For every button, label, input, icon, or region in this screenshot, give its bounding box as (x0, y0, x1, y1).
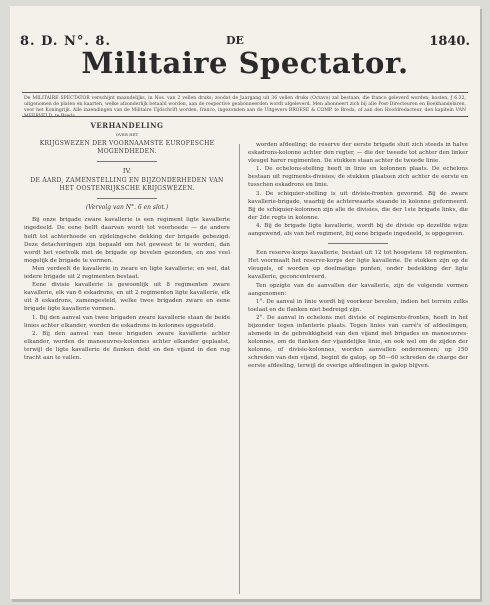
paragraph: 1. Bij den aanval van twee brigaden zware kavallerie staan de beide linies achter elkander, worden de eskadrons in kolonnes opgesteld. (24, 314, 230, 329)
paragraph: Bij onze brigade zware kavallerie is een regiment ligte kavallerie ingedeeld. De eene helft daarvan wordt tot voorhoede — de andere helft tot achterhoede en zijdelingsche dekking der brigade gebezigd. Deze detacheringen zijn bepaald om het geweest te te worden, dan wordt het voetvolk met de brigade op bevelen gezonden, en zoo veel mogelijk de brigade te vormen. (24, 217, 230, 264)
paragraph: 1. De echelons-stelling heeft in linie en kolonnen plaats. De echelons bestaan uit regiments-divisies; de stukken plaatsen zich achter de eerste en tusschen eskadrons en linie. (248, 166, 468, 189)
paragraph: 2. Bij den aanval van twee brigaden zware kavallerie achter elkander, worden de manoeuvres-kolonnes achter elkander geplaatst, terwijl de ligte kavallerie de flanken dekt en den vijand in den rug tracht aan te vallen. (24, 330, 230, 361)
right-column (248, 141, 468, 371)
newspaper-title: Militaire Spectator. (81, 46, 409, 80)
paragraph: Ten opzigte van de aanvallen der kavallerie, zijn de volgende vormen aangenomen: (248, 282, 468, 297)
continuation-note: (Vervolg van N°. 6 en slot.) (85, 204, 169, 212)
masthead (10, 28, 480, 78)
article-heading: VERHANDELING (90, 121, 164, 130)
paragraph: Men verdeelt de kavallerie in zware en ligte kavallerie; en wel, dat iedere brigade uit 2 regimenten bestaat. (24, 265, 230, 281)
article-over: OVER HET (115, 132, 139, 138)
paragraph: 1°. De aanval in linie wordt bij voorkeur bevolen, indien het terrein zulks toelaat en de flanken niet bedreigd zijn. (248, 298, 468, 313)
title-article: DE (226, 34, 244, 47)
paragraph-rule (328, 243, 388, 244)
divider-top (22, 92, 468, 93)
column-divider (239, 144, 240, 594)
section-title: DE AARD, ZAMENSTELLING EN BIJZONDERHEDEN VAN HET OOSTENRIJKSCHE KRIJGSWEZEN. (30, 177, 224, 193)
left-column (24, 120, 230, 362)
paragraph: worden afdeeling; de reserve der eerste brigade sluit zich steeds in halve eskadrons-kolonne achter den regter, — die der tweede tot achter den linker vleugel harer regimenten. De stukken staan achter de tweede linie. (248, 142, 468, 165)
paragraph: 2°. De aanval in echelons met divisie of regiments-fronten, heeft in het bijzonder tegen infanterie plaats. Tegen linies van carré's of afdeelingen, alsmede in de gebrekkigheid van den vijand met brigades en manoeuvres-kolonnes, om de flanken der vijandelijke linie, en ook wel om de zijden der kolonne, of divisie-kolonnes, worden aanvallen ondernomen; op 150 schreden van den vijand, begint de galop, op 50—60 schreden de charge der eerste afdeeling, terwijl de overige afdeelingen in galop blijven. (248, 314, 468, 370)
issue-number: 8. D. N°. 8. (20, 34, 111, 49)
article-subtitle: KRIJGSWEZEN DER VOORNAAMSTE EUROPESCHE MOGENDHEDEN. (39, 140, 215, 156)
paragraph: 4. Bij de brigade ligte kavallerie, wordt bij de divisie op dezelfde wijze aangewend, als van het regiment, bij eene brigade ingedeeld, is opgegeven. (248, 222, 468, 238)
paragraph: Eene divisie kavallerie is gewoonlijk uit 8 regimenten zware kavallerie, elk van 6 eskadrons, en uit 2 regimenten ligte kavallerie, elk uit 8 eskadrons, zamengesteld, welke twee brigaden zware en eene brigade ligte kavallerie vormen. (24, 282, 230, 313)
paragraph: Een reserve-korps kavallerie, bestaat uit 12 tot hoogstens 18 regimenten. Het voormaalt het reserve-korps der ligte kavallerie. De stukken zijn op de vleugels, of worden op doelmatige punten, onder bedekking der ligte kavallerie, geconcentreerd. (248, 250, 468, 281)
section-rule (97, 198, 157, 199)
divider-notice (22, 116, 468, 117)
issue-year: 1840. (429, 34, 470, 49)
heading-rule (97, 161, 157, 162)
newspaper-page (10, 6, 480, 599)
subscription-notice: De MILITAIRE SPECTATOR verschijnt maandelijks, in Nos. van 2 vellen druks; zoodat de Jaargang uit 36 vellen druks (Octavo) zal bestaan, die franco geleverd worden; kosten, ƒ 6.32, uitgenomen de platen en kaarten, welke afzonderlijk betaald worden, aan de respective geabonneerden wordt afgeleverd. Men abonneert zich bij alle Post-Directeuren en Boekhandelaren, voor het Koningrijk. Alle inzendingen van de Militaire Tijdschrift worden, franco, ingezonden aan de Uitgevers BROESE & COMP. te Breda, of aan den Hoofdredacteur, den kapitein VAN (24, 96, 466, 113)
paragraph: 3. De schiquier-stelling is uit divisie-fronten gevormd. Bij de zware kavallerie-brigade, waarbij de achterwaarts staande in kolonne geformeerd. Bij de schiquier-kolonnen zijn alle de divisies, die der 1ste brigade links, die der 2de regts in kolonne. (248, 190, 468, 221)
section-number: IV. (122, 167, 132, 176)
